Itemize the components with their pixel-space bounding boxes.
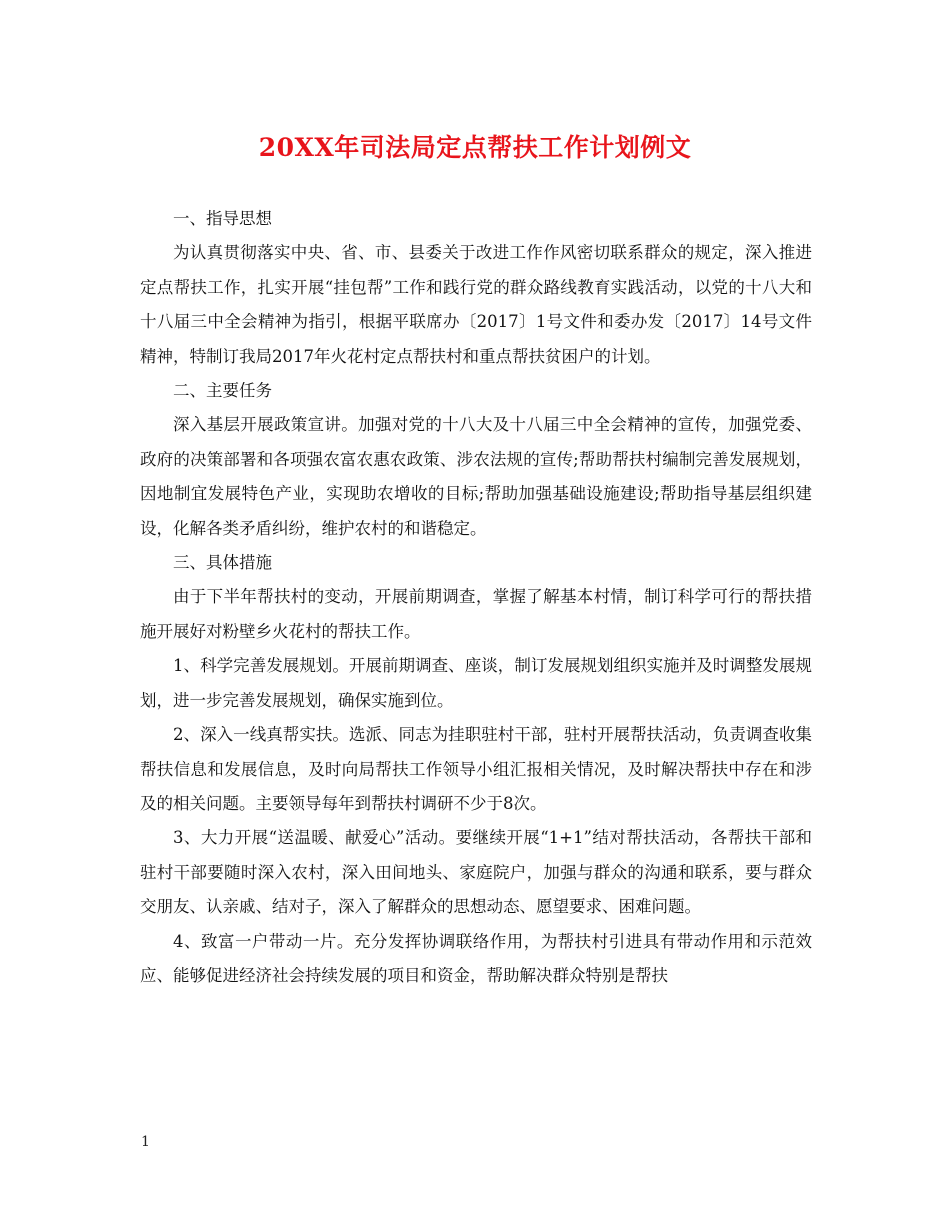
paragraph-measure-2: 2、深入一线真帮实扶。选派、同志为挂职驻村干部，驻村开展帮扶活动，负责调查收集帮扶信息和发展信息，及时向局帮扶工作领导小组汇报相关情况，及时解决帮扶中存在和涉及的相关问题。主要领导每年到帮扶村调研不少于8次。 <box>140 725 812 813</box>
paragraph-measures-intro: 由于下半年帮扶村的变动，开展前期调查，掌握了解基本村情，制订科学可行的帮扶措施开展好对粉壁乡火花村的帮扶工作。 <box>140 587 812 641</box>
paragraph-measure-3: 3、大力开展“送温暖、献爱心”活动。要继续开展“1+1”结对帮扶活动，各帮扶干部和驻村干部要随时深入农村，深入田间地头、家庭院户，加强与群众的沟通和联系，要与群众交朋友、认亲戚、结对子，深入了解群众的思想动态、愿望要求、困难问题。 <box>140 828 812 917</box>
paragraph-measure-4: 4、致富一户带动一片。充分发挥协调联络作用，为帮扶村引进具有带动作用和示范效应、能够促进经济社会持续发展的项目和资金，帮助解决群众特别是帮扶 <box>140 931 812 985</box>
document-title: 20XX年司法局定点帮扶工作计划例文 <box>258 133 692 162</box>
section-heading-main-tasks: 二、主要任务 <box>173 381 272 401</box>
paragraph-measure-1: 1、科学完善发展规划。开展前期调查、座谈，制订发展规划组织实施并及时调整发展规划，进一步完善发展规划，确保实施到位。 <box>140 656 812 710</box>
section-heading-guiding-ideology: 一、指导思想 <box>173 209 272 228</box>
paragraph-main-tasks: 深入基层开展政策宣讲。加强对党的十八大及十八届三中全会精神的宣传，加强党委、政府的决策部署和各项强农富农惠农政策、涉农法规的宣传;帮助帮扶村编制完善发展规划，因地制宜发展特色产业，实现助农增收的目标;帮助加强基础设施建设;帮助指导基层组织建设，化解各类矛盾纠纷，维护农村的和谐稳定。 <box>140 415 812 538</box>
section-heading-specific-measures: 三、具体措施 <box>173 553 272 573</box>
document-body <box>140 202 812 993</box>
paragraph-guiding-ideology: 为认真贯彻落实中央、省、市、县委关于改进工作作风密切联系群众的规定，深入推进定点帮扶工作，扎实开展“挂包帮”工作和践行党的群众路线教育实践活动，以党的十八大和十八届三中全会精神为指引，根据平联席办〔2017〕1号文件和委办发〔2017〕14号文件精神，特制订我局2017年火花村定点帮扶村和重点帮扶贫困户的计划。 <box>140 243 812 366</box>
page-number: 1 <box>141 1134 150 1150</box>
